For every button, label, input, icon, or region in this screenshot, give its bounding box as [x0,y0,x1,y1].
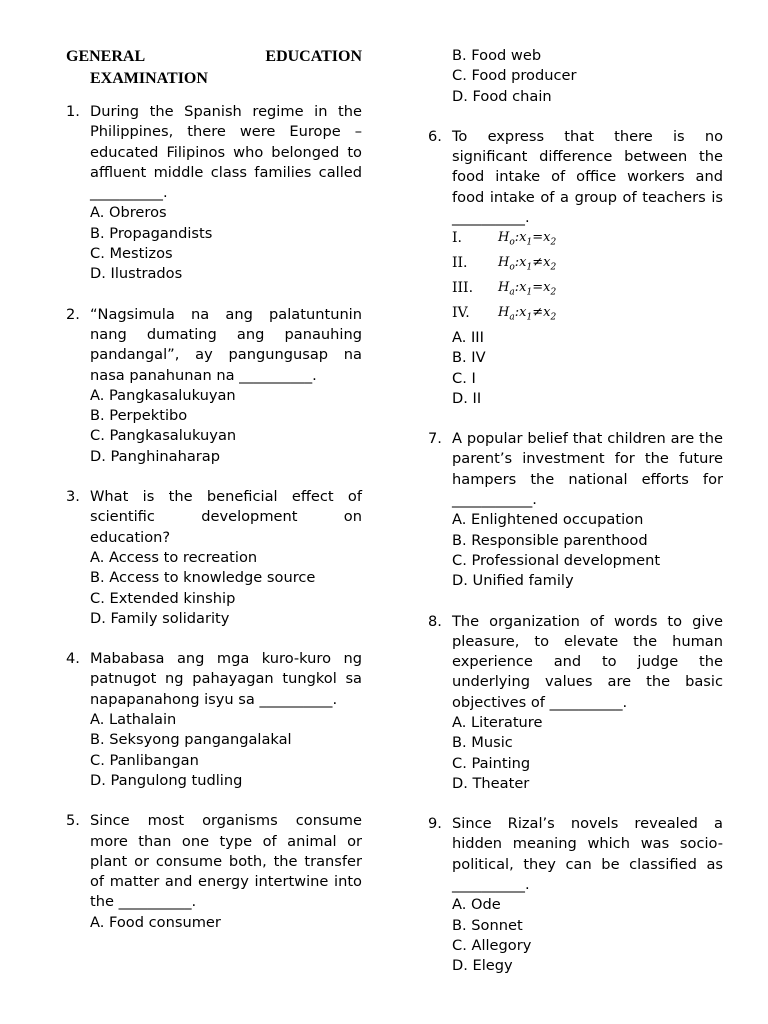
formula-part: x [543,280,551,296]
option-b: B. Seksyong pangangalakal [90,731,292,749]
question-number: 4. [66,650,80,668]
formula-part: o [509,237,515,248]
option-a: A. Literature [452,713,543,731]
roman-numeral: II. [452,255,468,272]
option-a: A. III [452,328,484,346]
roman-numeral: IV. [452,305,470,322]
title-examination: EXAMINATION [90,70,208,87]
option-b: B. Propagandists [90,224,213,242]
option-d: D. Family solidarity [90,609,230,627]
formula-part: 2 [550,262,557,273]
question-6 [428,127,723,409]
question-stem: Mababasa ang mga kuro-kuro ng patnugot ng pahayagan tungkol sa napapanahong isyu sa __________. [90,650,362,708]
formula-part: ≠ [532,305,544,321]
formula-part: x [519,255,527,271]
question-number: 5. [66,812,80,830]
option-a: A. Access to recreation [90,548,258,566]
formula-part: a [509,312,515,323]
formula-part: x [543,255,551,271]
option-a: A. Ode [452,896,501,914]
hypothesis-formula [498,278,556,303]
option-b: B. Food web [452,47,542,64]
question-8 [428,612,723,795]
left-column [66,46,362,953]
option-d: D. Pangulong tudling [90,771,243,789]
option-d: D. Unified family [452,572,574,590]
formula-part: ≠ [532,255,544,271]
formula-part: : [514,255,520,271]
formula-part: x [519,230,527,246]
option-a: A. Lathalain [90,711,177,729]
hypothesis-formula [498,253,556,278]
formula-part: x [519,305,527,321]
question-number: 8. [428,612,442,630]
hypothesis-list [428,228,723,328]
option-c: C. I [452,369,476,387]
option-d: D. Theater [452,774,530,792]
question-5-continued [428,46,723,107]
formula-part: 1 [526,312,533,323]
formula-part: 1 [526,262,533,273]
formula-part: 1 [526,237,533,248]
question-stem: The organization of words to give pleasure, to elevate the human experience and to judge the underlying values are the basic objectives of __________. [452,612,723,711]
option-b: B. Perpektibo [90,407,188,425]
option-c: C. Food producer [452,67,577,85]
formula-part: 2 [550,287,557,298]
roman-numeral: III. [452,280,474,297]
option-d: D. Food chain [452,87,552,105]
formula-part: o [509,262,515,273]
formula-part: : [514,230,520,246]
option-c: C. Extended kinship [90,589,236,607]
option-c: C. Pangkasalukuyan [90,427,237,445]
option-d: D. II [452,389,482,407]
question-number: 9. [428,815,442,833]
hypothesis-row [428,228,723,253]
option-d: D. Elegy [452,957,513,975]
question-4 [66,649,362,791]
formula-part: : [514,280,520,296]
option-b: B. Responsible parenthood [452,531,648,549]
option-b: B. Access to knowledge source [90,569,316,587]
option-c: C. Professional development [452,551,661,569]
question-7 [428,429,723,591]
hypothesis-row [428,253,723,278]
formula-part: = [532,230,544,246]
question-2 [66,305,362,467]
option-c: C. Panlibangan [90,751,199,769]
hypothesis-row [428,303,723,328]
option-d: D. Panghinaharap [90,447,221,465]
formula-part: H [498,305,510,321]
question-number: 2. [66,305,80,323]
roman-numeral: I. [452,230,462,247]
hypothesis-formula [498,303,556,328]
formula-part: a [509,287,515,298]
hypothesis-formula [498,228,556,253]
question-number: 3. [66,488,80,506]
question-stem: Since most organisms consume more than one type of animal or plant or consume both, the transfer of matter and energy intertwine into the __________. [90,812,362,911]
question-1 [66,102,362,285]
option-c: C. Mestizos [90,245,173,263]
question-stem: Since Rizal’s novels revealed a hidden meaning which was socio-political, they can be classified as __________. [452,815,723,894]
option-a: A. Obreros [90,204,167,222]
option-d: D. Ilustrados [90,265,183,283]
question-9 [428,814,723,976]
question-stem: To express that there is no significant difference between the food intake of office workers and food intake of a group of teachers is __________. [452,127,723,227]
option-b: B. IV [452,349,486,367]
formula-part: 1 [526,287,533,298]
formula-part: 2 [550,237,557,248]
formula-part: H [498,230,510,246]
title-general: GENERAL [66,48,146,65]
question-stem: A popular belief that children are the parent’s investment for the future hampers the national efforts for ___________. [452,430,723,509]
option-a: A. Food consumer [90,913,221,931]
formula-part: = [532,280,544,296]
hypothesis-row [428,278,723,303]
formula-part: x [543,305,551,321]
question-stem: During the Spanish regime in the Philippines, there were Europe – educated Filipinos who belonged to affluent middle class families called __________. [90,103,362,202]
option-a: A. Enlightened occupation [452,511,644,529]
option-b: B. Sonnet [452,916,523,934]
formula-part: : [514,305,520,321]
option-c: C. Allegory [452,936,532,954]
question-stem: “Nagsimula na ang palatuntunin nang dumating ang panauhing pandangal”, ay pangungusap na nasa panahunan na __________. [90,305,362,384]
formula-part: 2 [550,312,557,323]
option-a: A. Pangkasalukuyan [90,386,236,404]
question-number: 6. [428,127,442,145]
option-c: C. Painting [452,754,531,772]
question-number: 7. [428,430,442,448]
option-b: B. Music [452,734,513,752]
formula-part: H [498,280,510,296]
question-stem: What is the beneficial effect of scientific development on education? [90,488,362,546]
exam-title [66,46,362,90]
right-column [428,46,723,997]
formula-part: x [543,230,551,246]
formula-part: x [519,280,527,296]
question-number: 1. [66,103,80,120]
question-3 [66,487,362,629]
formula-part: H [498,255,510,271]
question-5 [66,811,362,933]
title-education: EDUCATION [265,48,362,65]
